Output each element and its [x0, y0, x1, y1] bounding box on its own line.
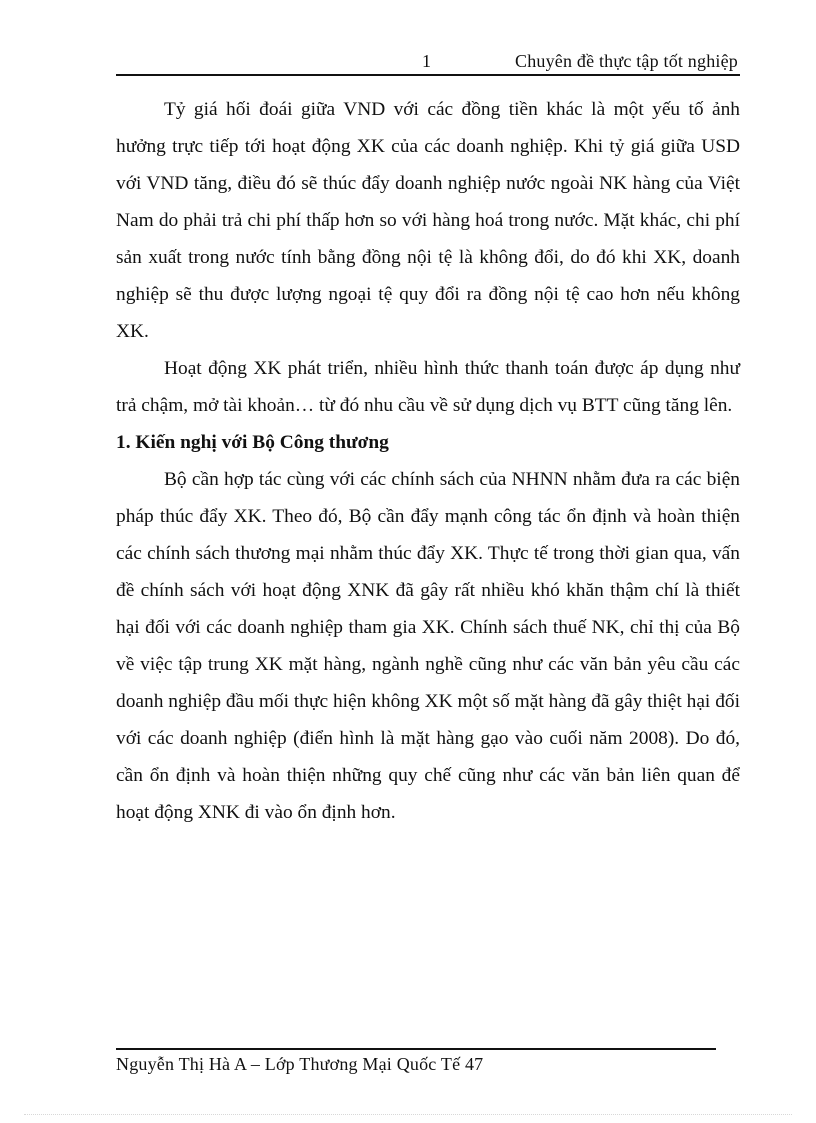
paragraph-ministry-recommendation: Bộ cần hợp tác cùng với các chính sách của NHNN nhằm đưa ra các biện pháp thúc đẩy XK. Theo đó, Bộ cần đẩy mạnh công tác ổn định và hoàn thiện các chính sách thương mại nhằm thúc đẩy XK. Thực tế trong thời gian qua, vấn đề chính sách với hoạt động XNK đã gây rất nhiều khó khăn thậm chí là thiết hại đối với các doanh nghiệp tham gia XK. Chính sách thuế NK, chỉ thị của Bộ về việc tập trung XK mặt hàng, ngành nghề cũng như các văn bản yêu cầu các doanh nghiệp đầu mối thực hiện không XK một số mặt hàng đã gây thiệt hại đối với các doanh nghiệp (điển hình là mặt hàng gạo vào cuối năm 2008). Do đó, cần ổn định và hoàn thiện những quy chế cũng như các văn bản liên quan để hoạt động XNK đi vào ổn định hơn.	[116, 469, 740, 823]
page-header	[116, 48, 740, 76]
page-number: 1	[422, 51, 431, 71]
page-bottom-dotted-border	[24, 1114, 792, 1115]
footer-divider	[116, 1048, 716, 1050]
paragraph-export-payment: Hoạt động XK phát triển, nhiều hình thức thanh toán được áp dụng như trả chậm, mở tài khoản… từ đó nhu cầu về sử dụng dịch vụ BTT cũng tăng lên.	[116, 358, 740, 416]
footer-author-class: Nguyễn Thị Hà A – Lớp Thương Mại Quốc Tế 47	[116, 1054, 484, 1074]
header-title: Chuyên đề thực tập tốt nghiệp	[514, 51, 738, 71]
document-body	[116, 91, 740, 831]
section-heading: 1. Kiến nghị với Bộ Công thương	[116, 432, 389, 453]
paragraph-exchange-rate: Tỷ giá hối đoái giữa VND với các đồng tiền khác là một yếu tố ảnh hưởng trực tiếp tới hoạt động XK của các doanh nghiệp. Khi tỷ giá giữa USD với VND tăng, điều đó sẽ thúc đẩy doanh nghiệp nước ngoài NK hàng của Việt Nam do phải trả chi phí thấp hơn so với hàng hoá trong nước. Mặt khác, chi phí sản xuất trong nước tính bằng đồng nội tệ là không đổi, do đó khi XK, doanh nghiệp sẽ thu được lượng ngoại tệ quy đổi ra đồng nội tệ cao hơn nếu không XK.	[116, 99, 740, 342]
